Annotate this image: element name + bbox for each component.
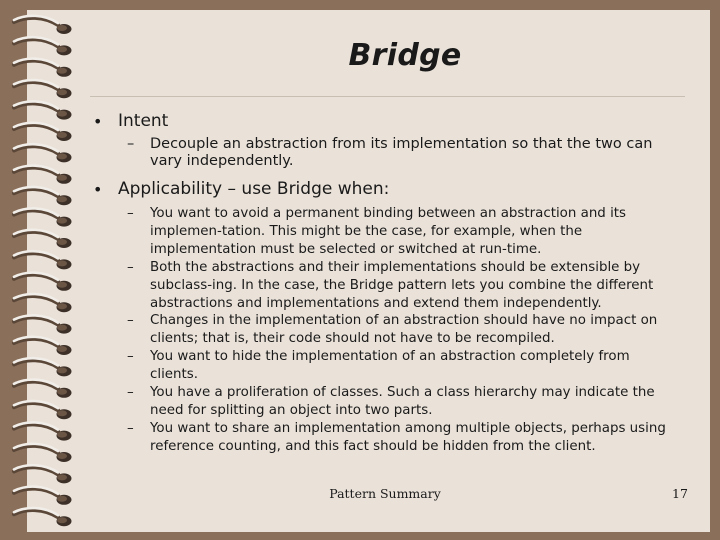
sub-bullet [127, 384, 673, 420]
slide-body [93, 111, 673, 456]
bullet-applicability [93, 179, 673, 456]
sub-bullet [127, 420, 673, 456]
binding-ring [14, 101, 72, 119]
bullet-marker: • [93, 112, 103, 131]
binding-ring [14, 208, 72, 226]
dash-marker: – [127, 385, 134, 401]
sub-bullet [127, 312, 673, 348]
sub-bullet [127, 259, 673, 313]
sub-bullet [127, 348, 673, 384]
dash-marker: – [127, 420, 134, 436]
sub-bullet [127, 136, 673, 170]
dash-marker: – [127, 349, 134, 365]
binding-ring [14, 16, 72, 34]
dash-marker: – [127, 136, 135, 152]
binding-ring [14, 251, 72, 269]
sub-bullet-text: Both the abstractions and their implementations should be extensible by subclass-ing. In the case, the Bridge pattern lets you combine the different abstractions and implementations and extend them independently. [150, 259, 654, 311]
page-number: 17 [672, 486, 688, 501]
dash-marker: – [127, 206, 134, 221]
binding-ring [14, 465, 72, 483]
binding-ring [14, 37, 72, 55]
sub-bullet-text: You have a proliferation of classes. Such a class hierarchy may indicate the need for splitting an object into two parts. [150, 385, 655, 418]
bullet-intent [93, 111, 673, 170]
binding-ring [14, 273, 72, 291]
binding-ring [14, 230, 72, 248]
bullet-marker: • [93, 180, 103, 199]
bullet-heading: Applicability – use Bridge when: [118, 179, 390, 199]
sub-bullet-text: You want to avoid a permanent binding between an abstraction and its implemen-tation. This might be the case, for example, when the implementation must be selected or switched at run-time. [150, 206, 627, 257]
dash-marker: – [127, 313, 134, 329]
binding-ring [14, 422, 72, 440]
binding-ring [14, 80, 72, 98]
binding-ring [14, 294, 72, 312]
footer-text: Pattern Summary [329, 486, 441, 501]
sub-bullet-text: Decouple an abstraction from its implementation so that the two can vary independently. [150, 136, 653, 169]
sub-bullet-text: You want to share an implementation among multiple objects, perhaps using reference counting, and this fact should be hidden from the client. [150, 420, 666, 454]
bullet-heading: Intent [118, 111, 169, 131]
binding-ring [14, 123, 72, 141]
binding-ring [14, 401, 72, 419]
binding-ring [14, 444, 72, 462]
slide-title: Bridge [348, 38, 462, 73]
title-divider [90, 96, 685, 97]
spiral-binding [0, 0, 90, 540]
binding-ring [14, 337, 72, 355]
binding-ring [14, 380, 72, 398]
binding-ring [14, 187, 72, 205]
binding-ring [14, 358, 72, 376]
sub-bullet-text: You want to hide the implementation of an abstraction completely from clients. [150, 349, 630, 383]
dash-marker: – [127, 259, 134, 275]
binding-ring [14, 59, 72, 77]
binding-ring [14, 144, 72, 162]
sub-bullet [127, 205, 673, 259]
slide-footer [0, 486, 720, 504]
binding-ring [14, 508, 72, 526]
sub-bullet-text: Changes in the implementation of an abstraction should have no impact on clients; that is, their code should not have to be recompiled. [150, 313, 658, 347]
binding-ring [14, 315, 72, 333]
binding-ring [14, 166, 72, 184]
